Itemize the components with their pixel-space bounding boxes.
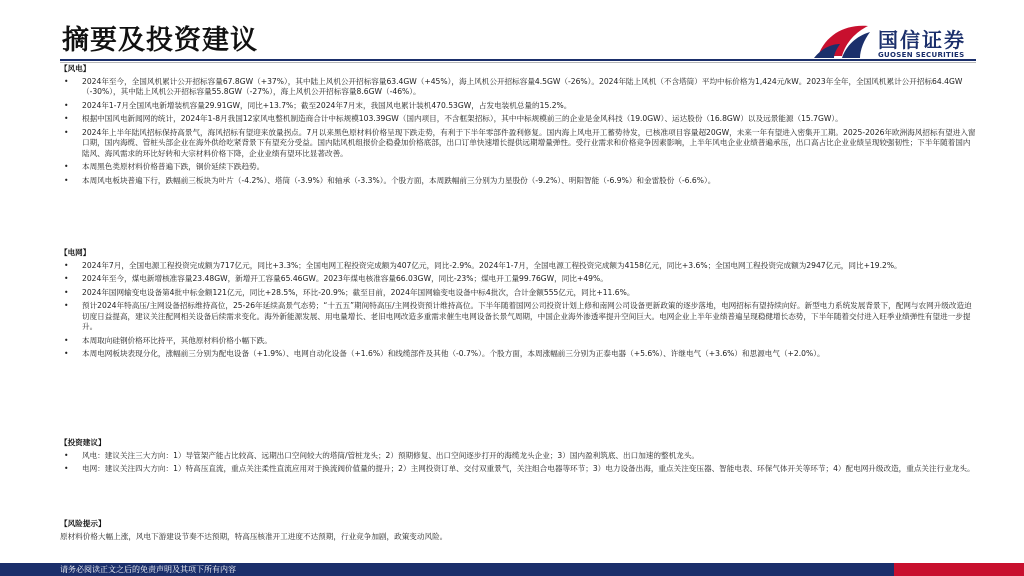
bullet-icon: • — [64, 301, 69, 310]
risk-text: 原材料价格大幅上涨，风电下游建设节奏不达预期，特高压核准开工进度不达预期，行业竞争加剧，政策变动风险。 — [60, 531, 448, 541]
list-item — [60, 114, 976, 125]
section-wind — [60, 64, 976, 189]
footer-accent-bar — [894, 563, 1024, 576]
logo-english-name: GUOSEN SECURITIES — [878, 51, 965, 59]
list-item — [60, 261, 976, 272]
list-item — [60, 128, 976, 160]
bullet-icon: • — [64, 100, 69, 110]
logo-chinese-name: 国信证券 — [878, 28, 966, 52]
list-item-text: 2024年7月，全国电源工程投资完成额为717亿元，同比+3.3%；全国电网工程投资完成额为407亿元，同比-2.9%。2024年1-7月，全国电源工程投资完成额为4158亿元，同比+3.6%；全国电网工程投资完成额为2947亿元，同比+19.2%。 — [82, 260, 902, 270]
list-item-text: 本周风电板块普遍下行，跌幅前三板块为叶片（-4.2%）、塔筒（-3.9%）和轴承（-3.3%）。个股方面，本周跌幅前三分别为力星股份（-9.2%）、明阳智能（-6.9%）和金雷股份（-6.6%）。 — [82, 175, 716, 185]
list-item — [60, 301, 976, 333]
list-item-text: 本周电网板块表现分化，涨幅前三分别为配电设备（+1.9%）、电网自动化设备（+1.6%）和线缆部件及其他（-0.7%）。个股方面，本周涨幅前三分别为正泰电器（+5.6%）、许继电气（+3.6%）和思源电气（+2.0%）。 — [82, 349, 825, 358]
list-item-text: 2024年1-7月全国风电新增装机容量29.91GW，同比+13.7%；截至2024年7月末，我国风电累计装机470.53GW，占发电装机总量的15.2%。 — [82, 100, 572, 110]
list-item-text: 电网：建议关注四大方向：1）特高压直流，重点关注柔性直流应用对于换流阀价值量的提升；2）主网投资订单、交付双重景气，关注组合电器等环节；3）电力设备出海，重点关注变压器、智能电表、环保气体开关等环节；4）配电网升级改造，重点关注行业龙头。 — [82, 464, 975, 473]
list-item-text: 本周黑色类原材料价格普遍下跌，铜价延续下跌趋势。 — [82, 162, 265, 171]
bullet-icon: • — [64, 335, 69, 345]
list-item-text: 风电：建议关注三大方向：1）导管架产能占比较高、远期出口空间较大的塔筒/管桩龙头；2）预期修复、出口空间逐步打开的海缆龙头企业；3）国内盈利筑底、出口加速的整机龙头。 — [82, 450, 699, 460]
list-item — [60, 349, 976, 360]
section-label: 【投资建议】 — [60, 438, 106, 447]
bullet-icon: • — [64, 287, 69, 297]
guosen-logo — [812, 22, 982, 64]
header-divider — [60, 59, 976, 61]
page-title: 摘要及投资建议 — [62, 25, 258, 56]
list-item — [60, 176, 976, 187]
list-item — [60, 77, 976, 98]
list-item-text: 本周取向硅钢价格环比持平，其他原材料价格小幅下跌。 — [82, 335, 272, 345]
list-item-text: 根据中国风电新闻网的统计，2024年1-8月我国12家风电整机制造商合计中标规模103.39GW（国内项目，不含框架招标），其中中标规模前三的企业是金风科技（19.0GW）、运达股份（16.8GW）以及远景能源（15.7GW）。 — [82, 114, 843, 123]
bullet-icon: • — [64, 114, 69, 123]
bullet-icon: • — [64, 450, 69, 460]
section-risk — [60, 519, 976, 542]
disclaimer-text: 请务必阅读正文之后的免责声明及其项下所有内容 — [60, 565, 236, 574]
list-item-text: 2024年国网输变电设备第4批中标金额121亿元，同比+28.5%，环比-20.9%；截至目前，2024年国网输变电设备中标4批次，合计金额555亿元，同比+11.6%。 — [82, 287, 635, 297]
bullet-icon: • — [64, 464, 69, 473]
list-item — [60, 336, 976, 347]
bullet-icon: • — [64, 349, 69, 358]
bullet-icon: • — [64, 175, 69, 185]
section-grid — [60, 248, 976, 363]
list-item — [60, 274, 976, 285]
header-divider-thin — [60, 62, 976, 63]
list-item-text: 2024年至今，煤电新增核准容量23.48GW，新增开工容量65.46GW。2023年煤电核准容量66.03GW，同比-23%；煤电开工量99.76GW，同比+49%。 — [82, 274, 608, 283]
list-item — [60, 464, 976, 475]
section-label: 【风电】 — [60, 64, 91, 73]
section-label: 【风险提示】 — [60, 519, 106, 528]
list-item — [60, 451, 976, 462]
list-item — [60, 288, 976, 299]
page-header — [0, 0, 1024, 64]
bullet-icon: • — [64, 260, 69, 270]
list-item — [60, 162, 976, 173]
bullet-icon: • — [64, 76, 69, 86]
section-label: 【电网】 — [60, 248, 91, 257]
bullet-icon: • — [64, 274, 69, 283]
bullet-icon: • — [64, 162, 69, 171]
list-item-text: 预计2024年特高压/主网设备招标维持高位，25-26年延续高景气态势；“十五五”期间特高压/主网投资预计维持高位。下半年随着国网公司投资计划上修和南网公司设备更新政策的逐步落地，电网招标有望持续向好。新型电力系统发展背景下，配网与农网升级改造迫切度日益提高，建议关注配网相关设备后续需求变化。海外新能源发展、用电量增长、老旧电网改造多重需求催生电网设备长景气周期，中国企业海外渗透率提升空间巨大。电网企业上半年业绩普遍呈现稳健增长态势，下半年随着交付进入旺季业绩弹性有望进一步提升。 — [82, 301, 972, 331]
page-footer — [0, 563, 1024, 576]
bullet-icon: • — [64, 127, 69, 137]
list-item-text: 2024年上半年陆风招标保持高景气，海风招标有望迎来放量拐点。7月以来黑色原材料价格呈现下跌走势，有利于下半年零部件盈利修复。国内海上风电开工蓄势待发，已核准项目容量超20GW，未来一年有望进入密集开工期。2025-2026年欧洲海风招标有望进入窗口期，国内海缆、管桩头部企业在海外供给吃紧背景下有望充分受益。国内陆风机组报价企稳叠加价格底部，出口订单快速增长提供远期增量弹性。受行业需求和价格竞争因素影响，上半年风电企业业绩普遍承压，出口高占比企业业绩呈现较强韧性；下半年随着国内陆风、海风需求的环比好转和大宗材料价格下降，企业业绩有望环比显著改善。 — [82, 127, 976, 158]
section-investment-advice — [60, 438, 976, 478]
list-item — [60, 101, 976, 112]
list-item-text: 2024年至今，全国风机累计公开招标容量67.8GW（+37%），其中陆上风机公开招标容量63.4GW（+45%），海上风机公开招标容量4.5GW（-26%）。2024年陆上风机（不含塔筒）平均中标价格为1,424元/kW。2023年全年，全国风机累计公开招标64.4GW（-30%），其中陆上风机公开招标容量55.8GW（-27%），海上风机公开招标容量8.6GW（-46%）。 — [82, 76, 963, 96]
guosen-logo-mark-icon — [812, 22, 872, 62]
